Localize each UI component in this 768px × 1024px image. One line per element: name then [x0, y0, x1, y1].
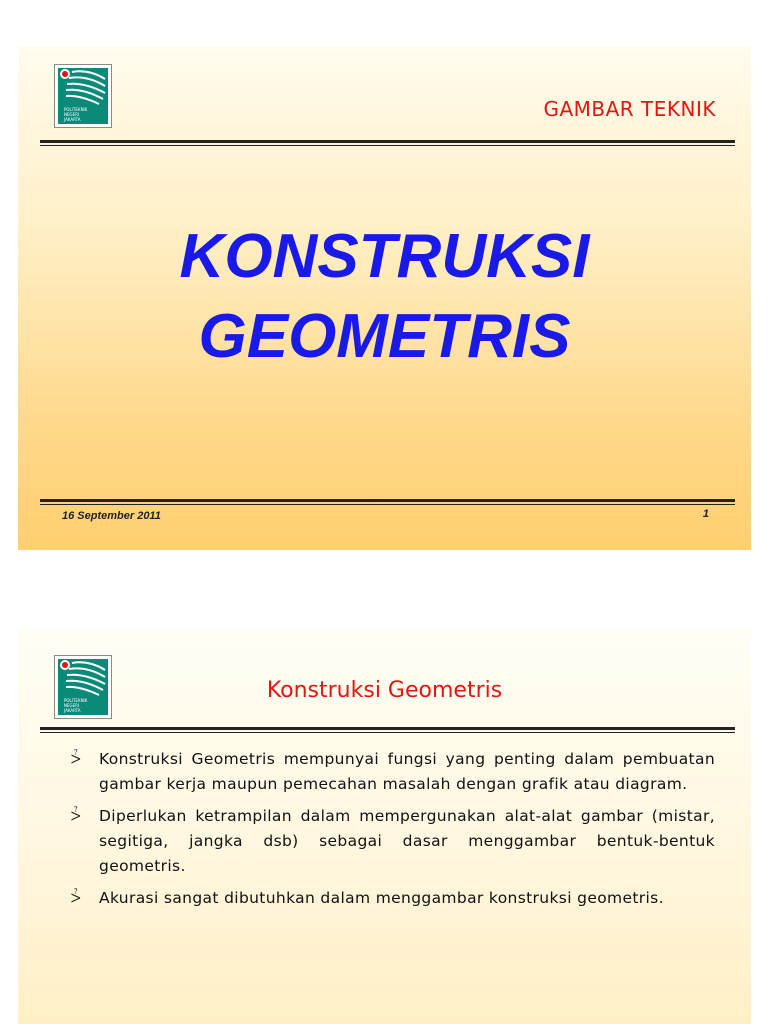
bullet-text: Akurasi sangat dibutuhkan dalam menggambar konstruksi geometris. [99, 889, 664, 907]
logo-caption-line: POLITEKNIK [64, 698, 88, 703]
arrow-bullet-icon: ⩼ [71, 748, 81, 768]
polytechnic-logo-icon [55, 65, 111, 127]
logo-caption-line: NEGERI [64, 703, 80, 708]
slide-title-line2: GEOMETRIS [198, 302, 571, 371]
content-slide [18, 630, 751, 1024]
bullet-text: Diperlukan ketrampilan dalam mempergunakan alat-alat gambar (mistar, segitiga, jangka dsb) sebagai dasar menggambar bentuk-bentuk geometris. [99, 807, 715, 875]
slide-title: Konstruksi Geometris [266, 678, 503, 703]
logo-caption-line: JAKARTA [64, 117, 81, 122]
list-item [70, 747, 715, 797]
title-slide [18, 47, 751, 550]
header-divider-thin [40, 145, 735, 146]
course-label: GAMBAR TEKNIK [543, 97, 716, 121]
header-divider [40, 727, 735, 730]
list-item [70, 804, 715, 879]
bullet-list [70, 747, 715, 918]
logo-caption-line: JAKARTA [64, 708, 81, 713]
header-divider-thin [40, 732, 735, 733]
footer-divider-thin [40, 504, 735, 505]
logo-caption-line: NEGERI [64, 112, 80, 117]
arrow-bullet-icon: ⩼ [71, 805, 81, 825]
header-divider [40, 140, 735, 143]
footer-date: 16 September 2011 [62, 510, 161, 522]
slide-title-line1: KONSTRUKSI [179, 222, 590, 291]
footer-divider [40, 499, 735, 502]
polytechnic-logo [54, 64, 112, 128]
page-number: 1 [702, 508, 709, 520]
bullet-text: Konstruksi Geometris mempunyai fungsi yang penting dalam pembuatan gambar kerja maupun pemecahan masalah dengan grafik atau diagram. [99, 750, 715, 793]
logo-caption-line: POLITEKNIK [64, 107, 88, 112]
list-item [70, 886, 715, 911]
arrow-bullet-icon: ⩼ [71, 887, 81, 907]
